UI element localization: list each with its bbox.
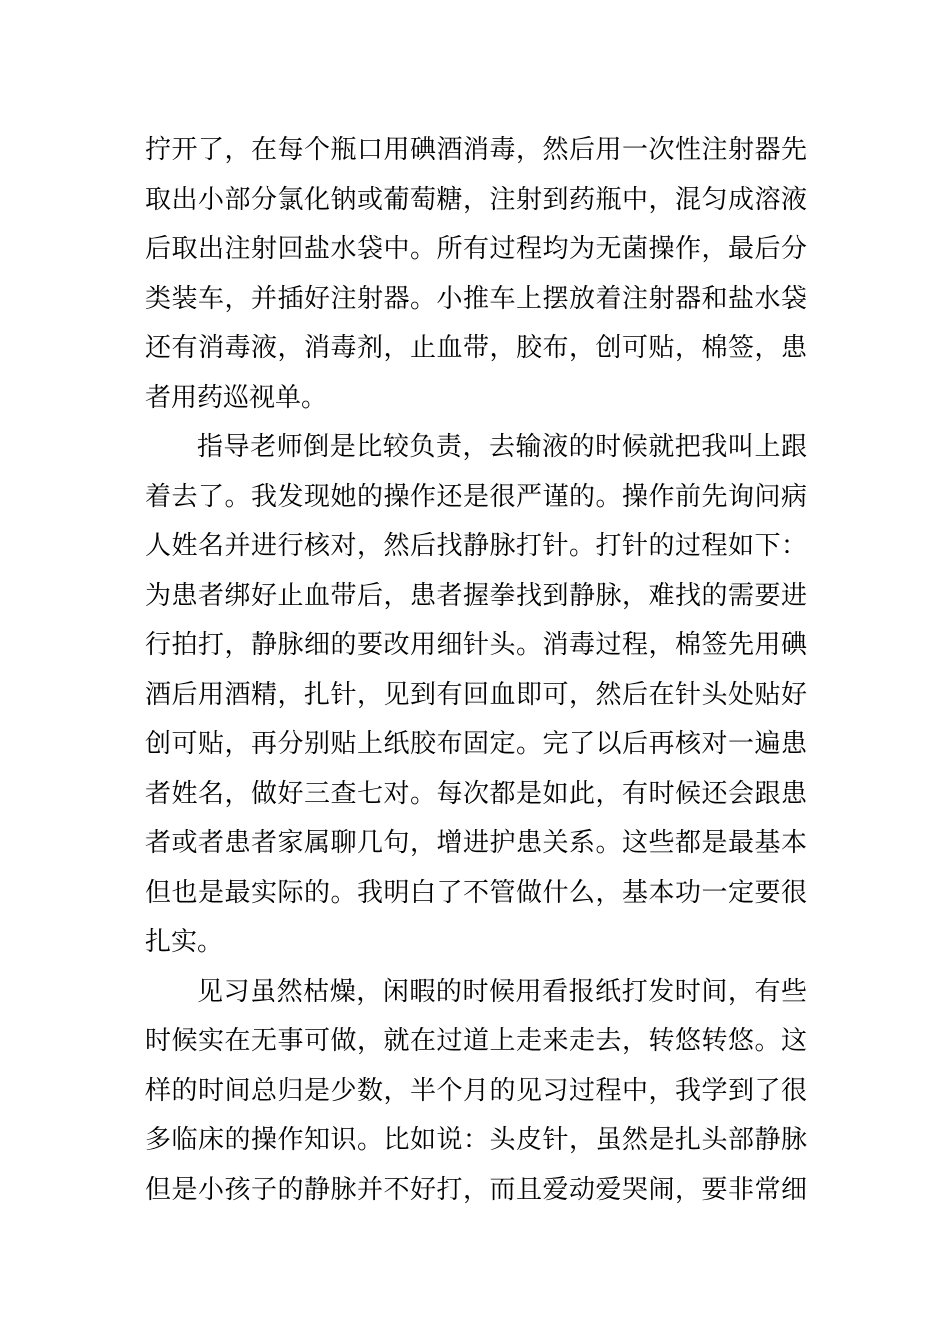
- text-line: 但也是最实际的。我明白了不管做什么，基本功一定要很: [145, 877, 807, 908]
- text-line: 取出小部分氯化钠或葡萄糖，注射到药瓶中，混匀成溶液: [145, 184, 807, 215]
- text-line: 为患者绑好止血带后，患者握拳找到静脉，难找的需要进: [145, 580, 807, 611]
- text-line: 指导老师倒是比较负责，去输液的时候就把我叫上跟: [197, 432, 807, 462]
- text-line: 类装车，并插好注射器。小推车上摆放着注射器和盐水袋: [145, 283, 807, 314]
- text-line: 酒后用酒精，扎针，见到有回血即可，然后在针头处贴好: [145, 679, 807, 710]
- text-line: 行拍打，静脉细的要改用细针头。消毒过程，棉签先用碘: [145, 630, 807, 660]
- text-line: 多临床的操作知识。比如说：头皮针，虽然是扎头部静脉: [145, 1125, 807, 1155]
- text-line: 扎实。: [145, 927, 224, 957]
- text-line: 者或者患者家属聊几句，增进护患关系。这些都是最基本: [145, 828, 807, 858]
- text-line: 者用药巡视单。: [145, 382, 328, 413]
- text-line: 后取出注射回盐水袋中。所有过程均为无菌操作，最后分: [145, 234, 807, 264]
- paragraph: [145, 126, 807, 423]
- text-line: 时候实在无事可做，就在过道上走来走去，转悠转悠。这: [145, 1026, 807, 1056]
- text-line: 创可贴，再分别贴上纸胶布固定。完了以后再核对一遍患: [145, 729, 807, 759]
- paragraph: [145, 423, 807, 968]
- text-line: 人姓名并进行核对，然后找静脉打针。打针的过程如下：: [145, 531, 807, 561]
- text-line: 还有消毒液，消毒剂，止血带，胶布，创可贴，棉签，患: [145, 333, 807, 363]
- text-line: 见习虽然枯燥，闲暇的时候用看报纸打发时间，有些: [197, 976, 807, 1007]
- text-line: 但是小孩子的静脉并不好打，而且爱动爱哭闹，要非常细: [145, 1174, 807, 1205]
- text-line: 着去了。我发现她的操作还是很严谨的。操作前先询问病: [145, 481, 807, 512]
- body-text: [145, 126, 807, 1215]
- paragraph: [145, 968, 807, 1216]
- text-line: 样的时间总归是少数，半个月的见习过程中，我学到了很: [145, 1075, 807, 1106]
- text-line: 拧开了，在每个瓶口用碘酒消毒，然后用一次性注射器先: [145, 135, 807, 165]
- text-line: 者姓名，做好三查七对。每次都是如此，有时候还会跟患: [145, 778, 807, 809]
